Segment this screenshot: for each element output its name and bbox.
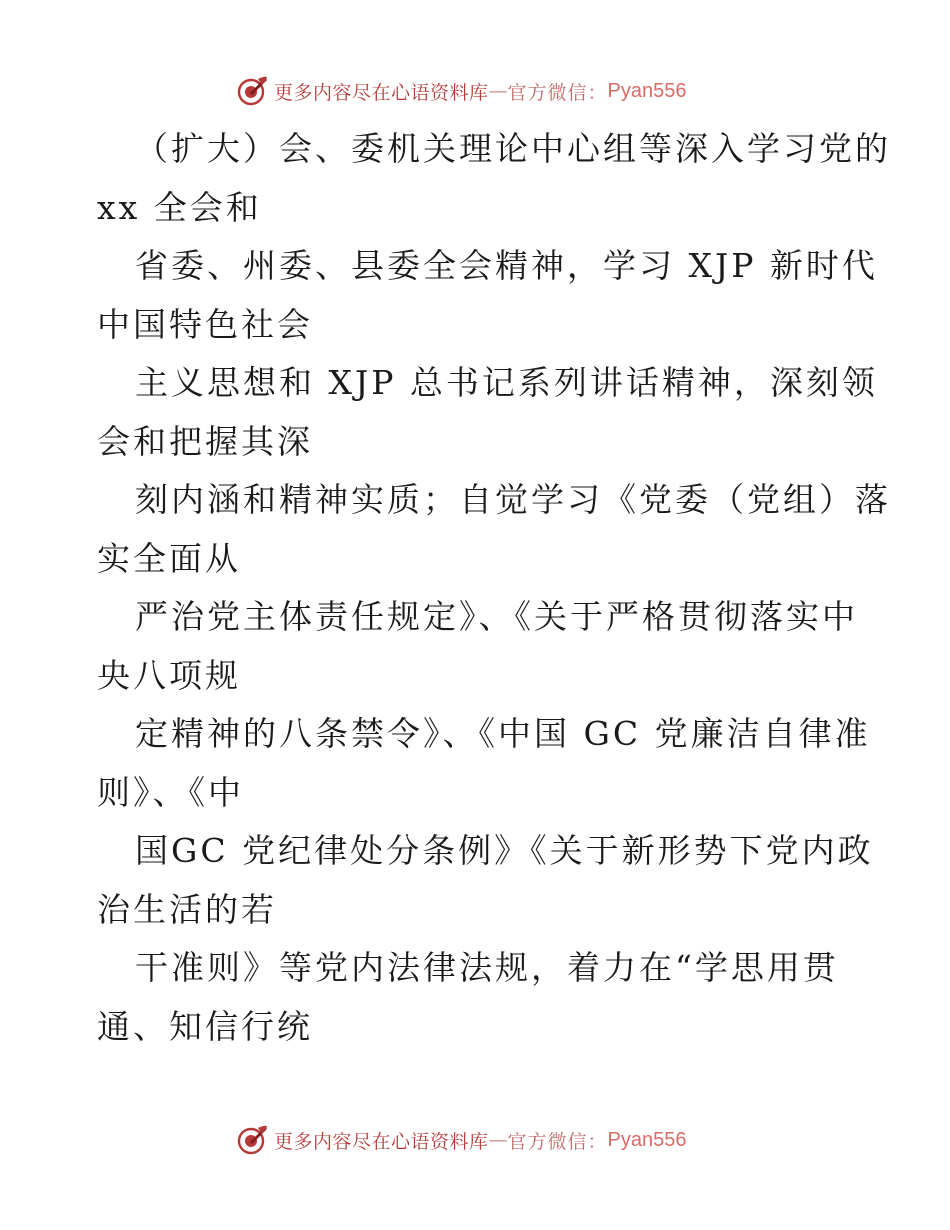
header-watermark [236, 74, 687, 108]
paragraph-line: 中国特色社会 [97, 304, 313, 344]
paragraph-line: 实全面从 [97, 538, 241, 578]
paragraph-line: 刻内涵和精神实质；自觉学习《党委（党组）落 [135, 480, 891, 519]
footer-watermark [236, 1123, 687, 1157]
paragraph-line: xx 全会和 [97, 187, 262, 227]
paragraph-line: 严治党主体责任规定》、《关于严格贯彻落实中 [135, 597, 858, 636]
watermark-wechat-id: Pyan556 [607, 79, 687, 102]
quill-seal-icon [236, 75, 268, 107]
paragraph [97, 354, 897, 471]
paragraph-line: 会和把握其深 [97, 421, 313, 461]
paragraph-line: 央八项规 [97, 655, 241, 695]
document-body [97, 120, 897, 1056]
quill-seal-icon [236, 1124, 268, 1156]
paragraph [97, 237, 897, 354]
paragraph-line: 则》、《中 [97, 772, 244, 812]
watermark-wechat-label: 官方微信： [507, 81, 608, 104]
paragraph-line: 定精神的八条禁令》、《中国 GC 党廉洁自律准 [135, 714, 871, 753]
watermark-wechat-label: 官方微信： [507, 1130, 608, 1153]
paragraph [97, 822, 897, 939]
paragraph-line: 干准则》等党内法律法规，着力在“学思用贯 [135, 948, 839, 987]
watermark-text: 更多内容尽在心语资料库 [274, 1130, 489, 1153]
paragraph [97, 939, 897, 1056]
paragraph [97, 588, 897, 705]
watermark-text: 更多内容尽在心语资料库 [274, 81, 489, 104]
paragraph [97, 471, 897, 588]
watermark-wechat-id: Pyan556 [607, 1128, 687, 1151]
paragraph-line: 治生活的若 [97, 889, 277, 929]
watermark-dash: — [488, 1129, 508, 1151]
paragraph-line: （扩大）会、委机关理论中心组等深入学习党的 [135, 129, 891, 168]
paragraph-line: 省委、州委、县委全会精神，学习 XJP 新时代 [135, 246, 878, 285]
paragraph [97, 120, 897, 237]
paragraph [97, 705, 897, 822]
paragraph-line: 通、知信行统 [97, 1006, 313, 1046]
watermark-dash: — [488, 80, 508, 102]
paragraph-line: 国GC 党纪律处分条例》《关于新形势下党内政 [135, 831, 874, 870]
paragraph-line: 主义思想和 XJP 总书记系列讲话精神，深刻领 [135, 363, 878, 402]
